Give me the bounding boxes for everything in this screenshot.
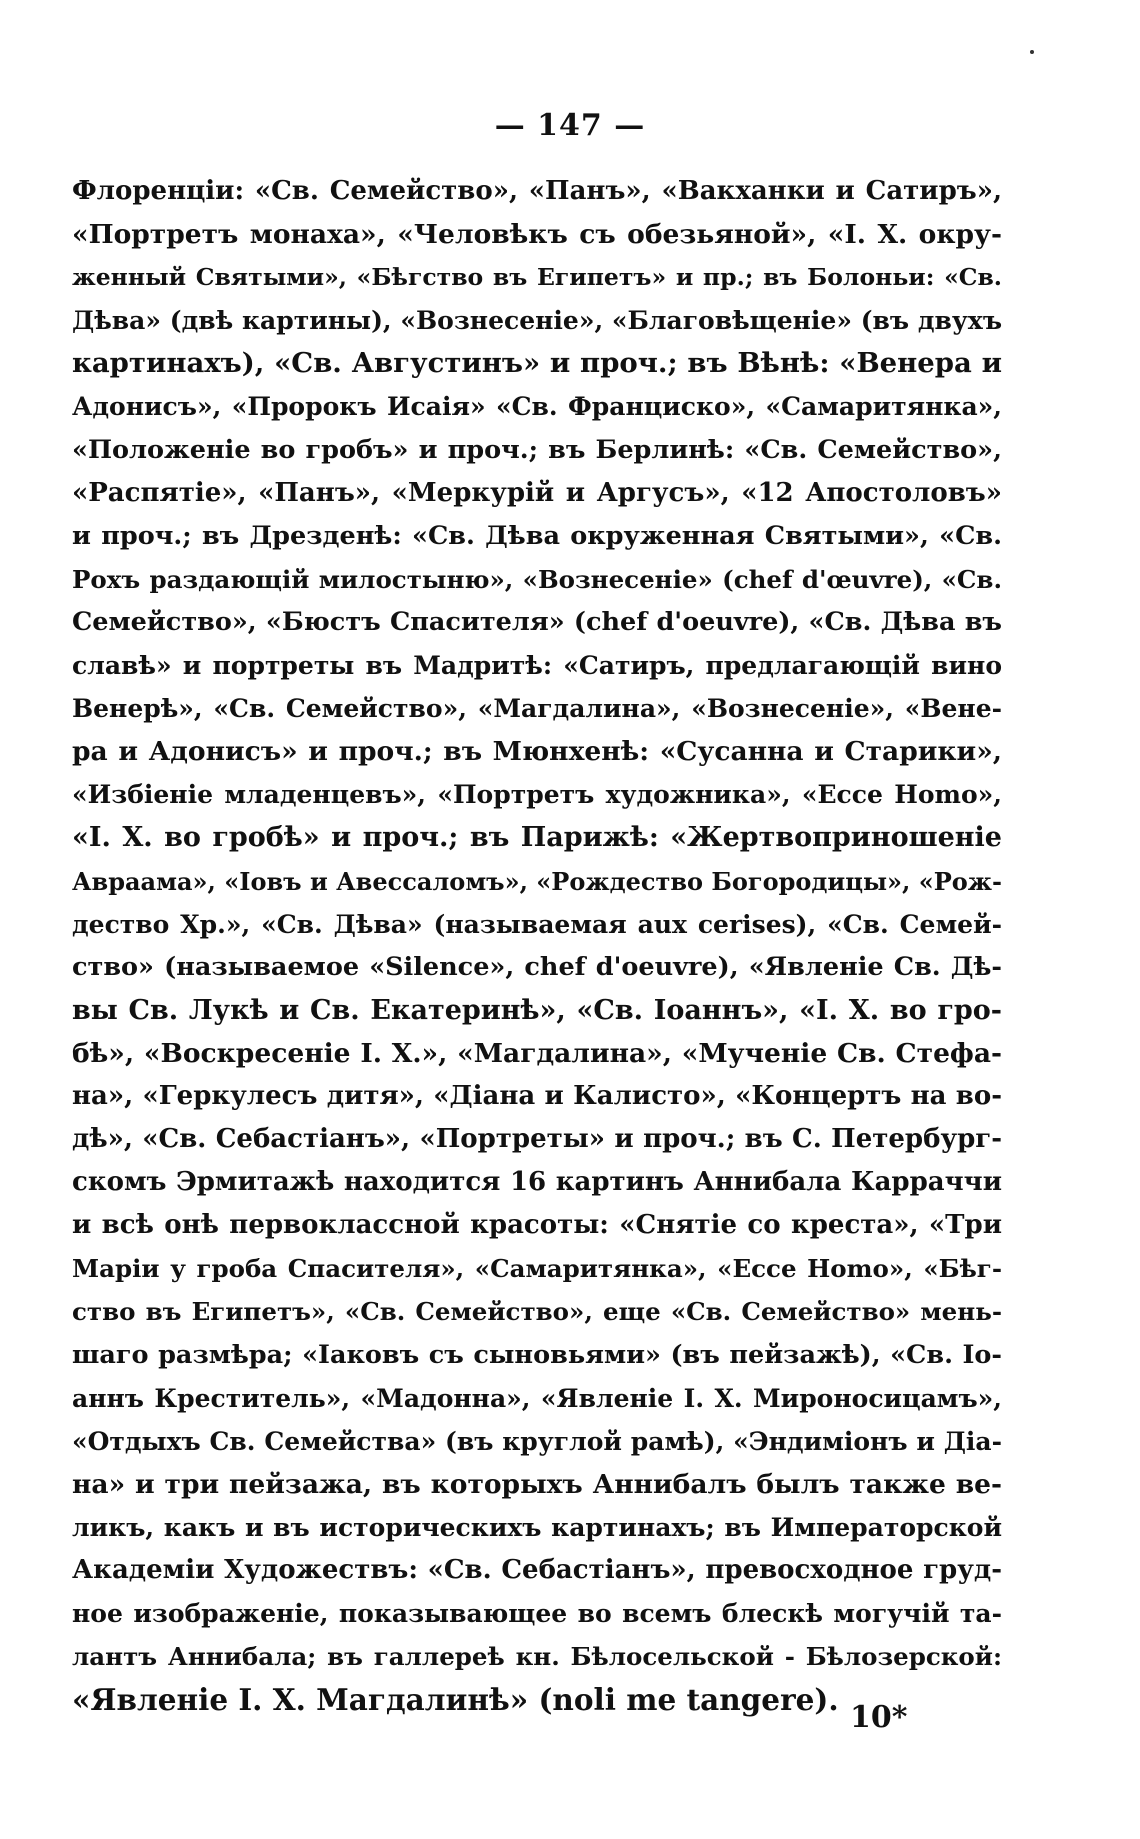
text-line: Авраама», «Іовъ и Авессаломъ», «Рождество Богородицы», «Рож- bbox=[72, 866, 1002, 896]
text-line: бѣ», «Воскресеніе I. X.», «Магдалина», «Мученіе Св. Стефа- bbox=[72, 1037, 1002, 1069]
text-line: ра и Адонисъ» и проч.; въ Мюнхенѣ: «Сусанна и Старики», bbox=[72, 736, 1002, 768]
text-line: аннъ Креститель», «Мадонна», «Явленіе I. X. Мироносицамъ», bbox=[72, 1383, 1002, 1413]
text-line: Маріи у гроба Спасителя», «Самаритянка», «Ecce Homo», «Бѣг- bbox=[72, 1254, 1002, 1284]
text-line: Венерѣ», «Св. Семейство», «Магдалина», «Вознесеніе», «Вене- bbox=[72, 694, 1002, 724]
text-line: дество Хр.», «Св. Дѣва» (называемая aux cerises), «Св. Семей- bbox=[72, 909, 1002, 939]
text-line: скомъ Эрмитажѣ находится 16 картинъ Аннибала Карраччи bbox=[72, 1167, 1002, 1198]
text-line: и проч.; въ Дрезденѣ: «Св. Дѣва окруженная Святыми», «Св. bbox=[72, 520, 1002, 551]
text-line: ное изображеніе, показывающее во всемъ блескѣ могучій та- bbox=[72, 1599, 1002, 1629]
text-line: Рохъ раздающій милостыню», «Вознесеніе» (chef d'œuvre), «Св. bbox=[72, 564, 1002, 594]
text-line: «Распятіе», «Панъ», «Меркурій и Аргусъ», «12 Апостоловъ» bbox=[72, 477, 1002, 508]
text-line: ликъ, какъ и въ историческихъ картинахъ; въ Императорской bbox=[72, 1512, 1002, 1542]
text-line: Семейство», «Бюстъ Спасителя» (chef d'oeuvre), «Св. Дѣва въ bbox=[72, 606, 1002, 637]
text-line: Флоренціи: «Св. Семейство», «Панъ», «Вакханки и Сатиръ», bbox=[72, 176, 1002, 206]
ink-speck bbox=[1030, 50, 1034, 54]
signature-mark: 10* bbox=[850, 1700, 908, 1735]
text-line: картинахъ), «Св. Августинъ» и проч.; въ Вѣнѣ: «Венера и bbox=[72, 347, 1002, 380]
text-line: Адонисъ», «Пророкъ Исаія» «Св. Франциско», «Самаритянка», bbox=[72, 392, 1002, 422]
page-number: — 147 — bbox=[494, 108, 646, 143]
body-text bbox=[72, 170, 1002, 1721]
text-line: Академіи Художествъ: «Св. Себастіанъ», превосходное груд- bbox=[72, 1555, 1002, 1585]
text-line: на», «Геркулесъ дитя», «Діана и Калисто», «Концертъ на во- bbox=[72, 1080, 1002, 1111]
text-line: «Отдыхъ Св. Семейства» (въ круглой рамѣ), «Эндиміонъ и Діа- bbox=[72, 1426, 1002, 1456]
text-line: ство въ Египетъ», «Св. Семейство», еще «Св. Семейство» мень- bbox=[72, 1297, 1002, 1327]
text-line: славѣ» и портреты въ Мадритѣ: «Сатиръ, предлагающій вино bbox=[72, 651, 1002, 681]
text-line: Дѣва» (двѣ картины), «Вознесеніе», «Благовѣщеніе» (въ двухъ bbox=[72, 306, 1002, 336]
text-line: «Положеніе во гробъ» и проч.; въ Берлинѣ: «Св. Семейство», bbox=[72, 434, 1002, 465]
text-line: шаго размѣра; «Іаковъ съ сыновьями» (въ пейзажѣ), «Св. Іо- bbox=[72, 1339, 1002, 1370]
text-line: на» и три пейзажа, въ которыхъ Аннибалъ былъ также ве- bbox=[72, 1468, 1002, 1500]
text-line: «I. X. во гробѣ» и проч.; въ Парижѣ: «Жертвоприношеніе bbox=[72, 822, 1002, 854]
text-line: вы Св. Лукѣ и Св. Екатеринѣ», «Св. Іоаннъ», «I. X. во гро- bbox=[72, 994, 1002, 1026]
text-line: «Явленіе I. X. Магдалинѣ» (noli me tangere). bbox=[72, 1682, 839, 1718]
text-line: женный Святыми», «Бѣгство въ Египетъ» и пр.; въ Болоньи: «Св. bbox=[72, 263, 1002, 292]
text-line: лантъ Аннибала; въ галлереѣ кн. Бѣлосельской - Бѣлозерской: bbox=[72, 1642, 1002, 1672]
text-line: дѣ», «Св. Себастіанъ», «Портреты» и проч.; въ С. Петербург- bbox=[72, 1124, 1002, 1155]
text-line: «Портретъ монаха», «Человѣкъ съ обезьяной», «I. X. окру- bbox=[72, 219, 1002, 251]
text-line: и всѣ онѣ первоклассной красоты: «Снятіе со креста», «Три bbox=[72, 1210, 1002, 1241]
text-line: ство» (называемое «Silence», chef d'oeuvre), «Явленіе Св. Дѣ- bbox=[72, 951, 1002, 982]
text-line: «Избіеніе младенцевъ», «Портретъ художника», «Ecce Homo», bbox=[72, 780, 1002, 810]
